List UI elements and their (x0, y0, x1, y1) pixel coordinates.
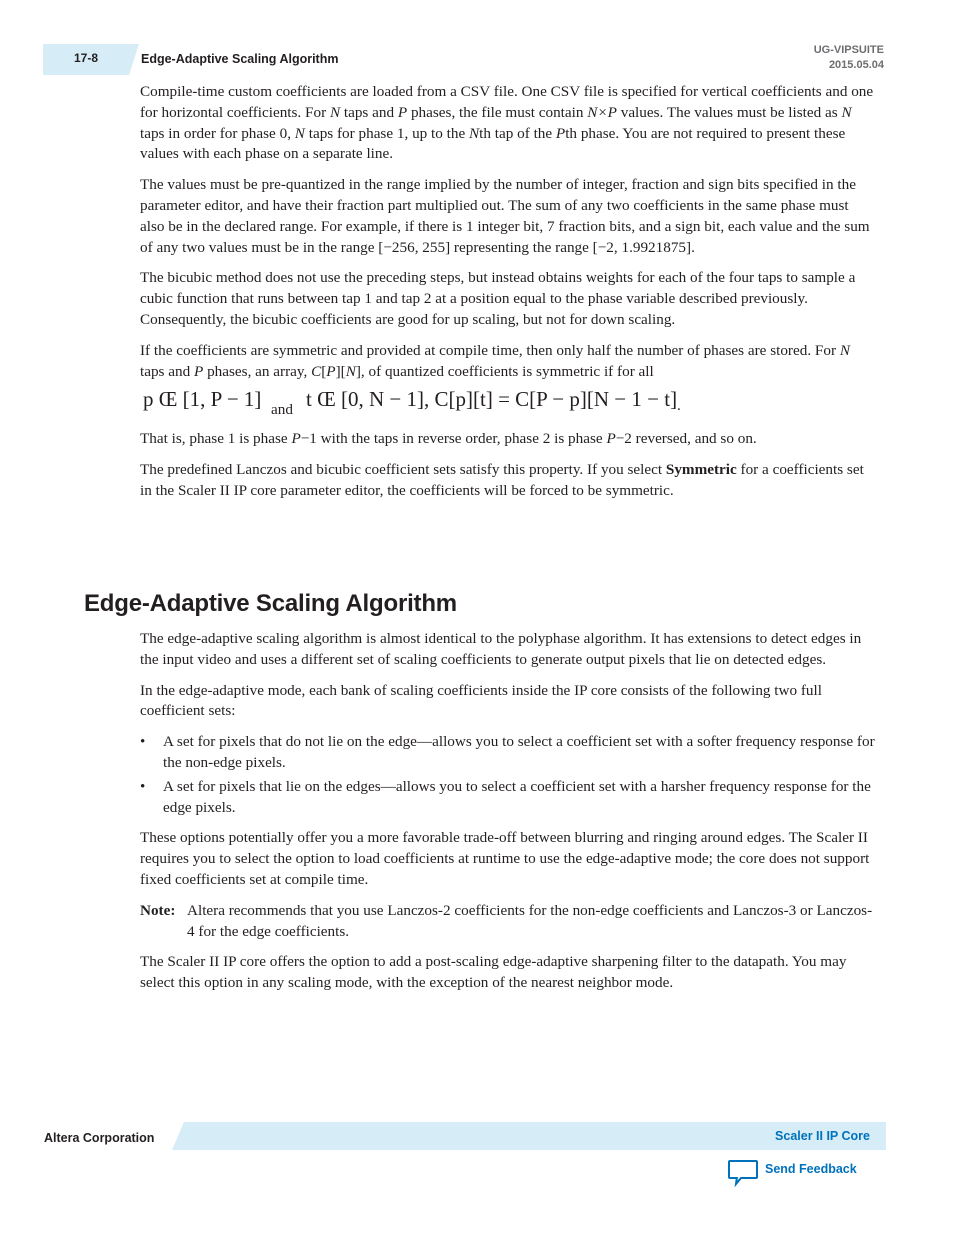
list-item: • A set for pixels that do not lie on the edge—allows you to select a coefficient set with a softer frequency response for the non-edge pixels. (140, 733, 875, 771)
page-number: 17-8 (73, 51, 99, 65)
bullet: • (140, 733, 146, 751)
running-section-title: Edge-Adaptive Scaling Algorithm (141, 52, 339, 66)
list-item: • A set for pixels that lie on the edges—allows you to select a coefficient set with a harsher frequency response for the edge pixels. (140, 777, 871, 816)
paragraph-edge-adaptive-mode: In the edge-adaptive mode, each bank of scaling coefficients inside the IP core consists of the following two full coefficient sets: (140, 681, 822, 720)
paragraph-pre-quantized: The values must be pre-quantized in the range implied by the number of integer, fraction and sign bits specified in the parameter editor, and have their fraction part multiplied out. The sum of any two coefficients in the same phase must also be in the declared range. For example, if there is 1 integer bit, 7 fraction bits, and a sign bit, each value and the sum of any two values must be in the range [−256, 255] representing the range [−2, 1.9921875]. (140, 176, 870, 256)
footer-band (172, 1122, 886, 1150)
document-date: 2015.05.04 (828, 58, 884, 71)
section-1-body (140, 82, 875, 512)
formula-left: p Œ [1, P − 1] (143, 387, 262, 412)
speech-bubble-icon (727, 1159, 759, 1187)
note-label: Note: (140, 901, 176, 919)
document-id: UG-VIPSUITE (813, 44, 884, 56)
footer-company: Altera Corporation (44, 1131, 155, 1145)
symmetry-formula (140, 387, 875, 421)
section-2-body (140, 629, 875, 1004)
formula-and: and (271, 401, 293, 419)
paragraph-phase-reverse: That is, phase 1 is phase P−1 with the taps in reverse order, phase 2 is phase P−2 reversed, and so on. (140, 430, 757, 448)
send-feedback-label[interactable]: Send Feedback (765, 1162, 857, 1176)
paragraph-symmetric: If the coefficients are symmetric and provided at compile time, then only half the number of phases are stored. For N taps and P phases, an array, C[P][N], of quantized coefficients is symmetric if for all (140, 341, 850, 380)
paragraph-bicubic: The bicubic method does not use the preceding steps, but instead obtains weights for each of the four taps to sample a cubic function that runs between tap 1 and tap 2 at a position equal to the phase variable described previously. Consequently, the bicubic coefficients are good for up scaling, but not for down scaling. (140, 269, 856, 328)
coefficient-set-list (140, 732, 875, 818)
formula-period: . (677, 397, 681, 415)
paragraph-lanczos-symmetric: The predefined Lanczos and bicubic coefficient sets satisfy this property. If you select Symmetric for a coefficients set in the Scaler II IP core parameter editor, the coefficients will be forced to be symmetric. (140, 461, 864, 499)
paragraph-sharpening: The Scaler II IP core offers the option to add a post-scaling edge-adaptive sharpening filter to the datapath. You may select this option in any scaling mode, with the exception of the nearest neighbor mode. (140, 953, 847, 992)
document-id-block (814, 43, 884, 72)
note (140, 901, 875, 943)
section-heading: Edge-Adaptive Scaling Algorithm (84, 590, 457, 617)
paragraph-edge-adaptive-intro: The edge-adaptive scaling algorithm is almost identical to the polyphase algorithm. It has extensions to detect edges in the input video and uses a different set of scaling coefficients to generate output pixels that lie on detected edges. (140, 630, 862, 668)
note-text: Altera recommends that you use Lanczos-2 coefficients for the non-edge coefficients and Lanczos-3 or Lanczos-4 for the edge coefficients. (187, 901, 873, 940)
send-feedback-link[interactable] (727, 1159, 857, 1187)
paragraph-tradeoff: These options potentially offer you a more favorable trade-off between blurring and ringing around edges. The Scaler II requires you to select the option to load coefficients at runtime to use the edge-adaptive mode; the core does not support fixed coefficients set at compile time. (140, 829, 870, 888)
footer-doc-title[interactable]: Scaler II IP Core (775, 1129, 870, 1143)
formula-right: t Œ [0, N − 1], C[p][t] = C[P − p][N − 1 − t] (306, 387, 678, 412)
paragraph-csv-coefficients: Compile-time custom coefficients are loaded from a CSV file. One CSV file is specified for vertical coefficients and one for horizontal coefficients. For N taps and P phases, the file must contain N×P values. The values must be listed as N taps in order for phase 0, N taps for phase 1, up to the Nth tap of the Pth phase. You are not required to present these values with each phase on a separate line. (140, 83, 874, 163)
bullet: • (140, 777, 146, 795)
